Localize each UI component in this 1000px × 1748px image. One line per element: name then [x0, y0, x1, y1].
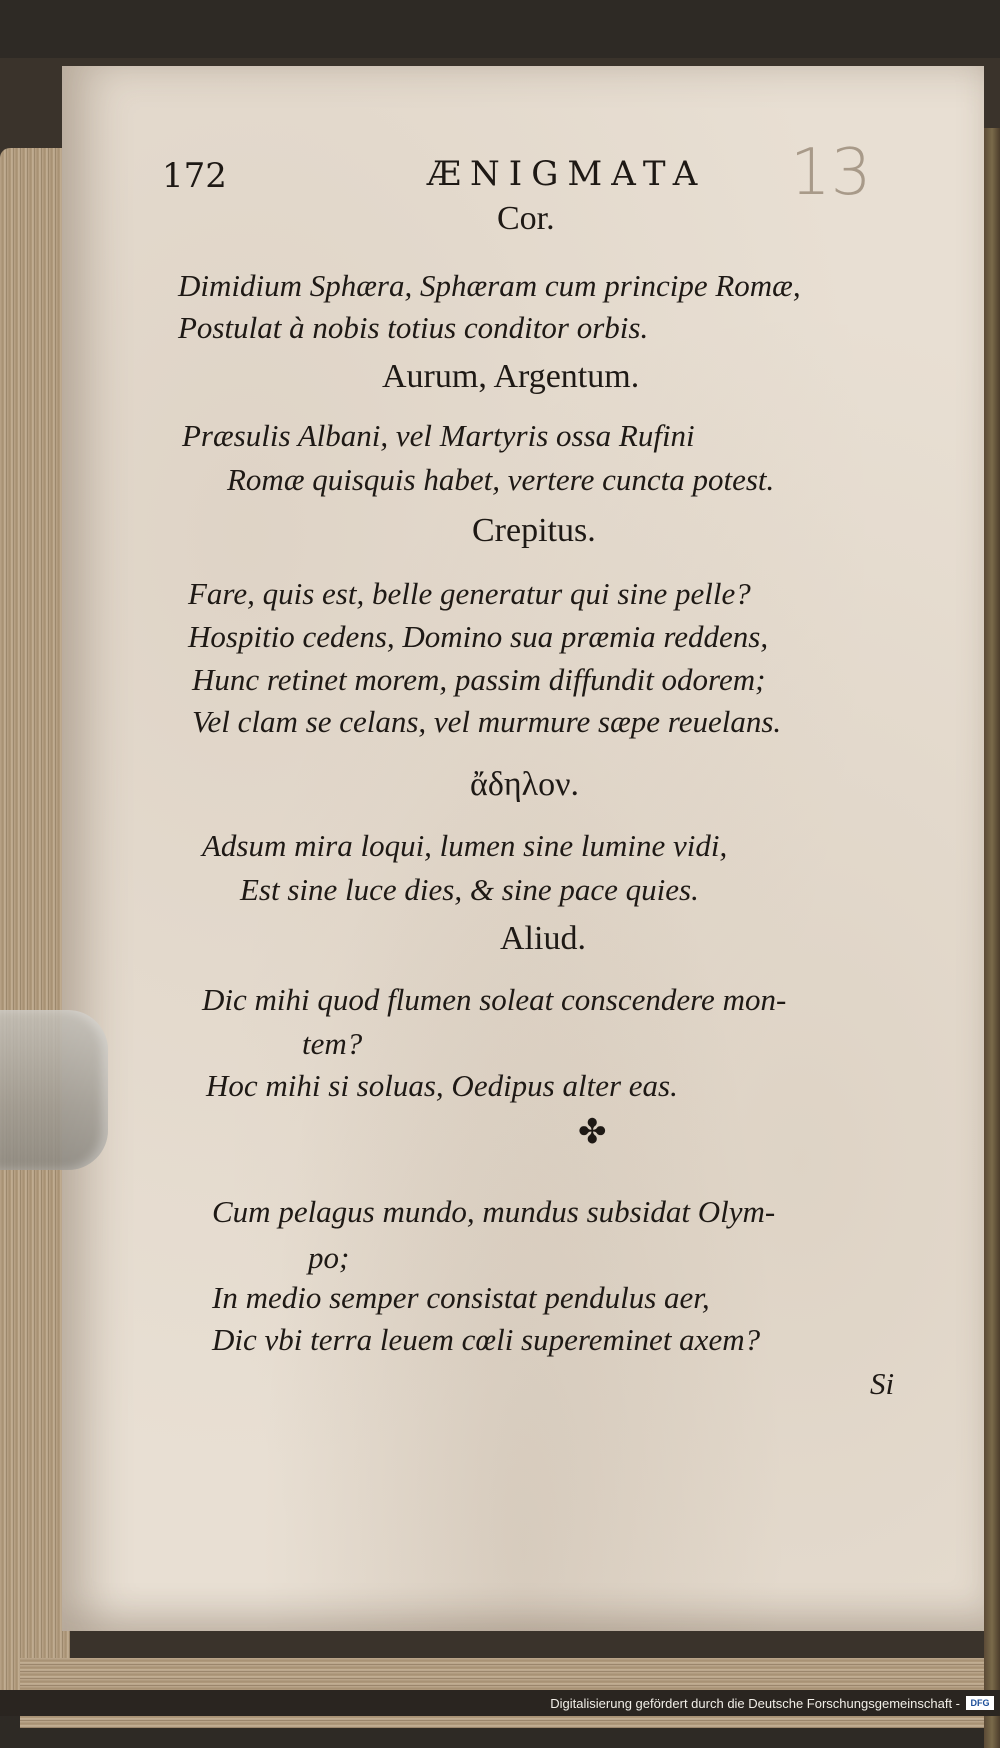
section-heading-crepitus: Crepitus. — [472, 512, 596, 549]
fleuron-ornament: ✤ — [578, 1112, 607, 1152]
dfg-logo-icon: DFG — [966, 1696, 994, 1710]
verse-line: Postulat à nobis totius conditor orbis. — [178, 310, 649, 345]
scanner-thumb-clip — [0, 1010, 108, 1170]
section-heading-aurum: Aurum, Argentum. — [382, 358, 640, 395]
verse-line: Romæ quisquis habet, vertere cuncta potest. — [227, 462, 775, 497]
page-number: 172 — [162, 156, 227, 196]
section-heading-adelon: ἄδηλον. — [470, 766, 579, 803]
running-title: ÆNIGMATA — [427, 154, 707, 194]
verse-line: Dimidium Sphæra, Sphæram cum principe Romæ, — [178, 268, 801, 303]
verse-line: Cum pelagus mundo, mundus subsidat Olym- — [212, 1194, 776, 1229]
verse-line: tem? — [302, 1026, 363, 1061]
book-cover-edge — [984, 128, 1000, 1748]
verse-line: Adsum mira loqui, lumen sine lumine vidi, — [202, 828, 728, 863]
verse-line: Vel clam se celans, vel murmure sæpe reuelans. — [192, 704, 782, 739]
funding-credit: Digitalisierung gefördert durch die Deutsche Forschungsgemeinschaft - — [550, 1696, 960, 1711]
catchword: Si — [870, 1366, 895, 1401]
section-heading-aliud: Aliud. — [500, 920, 586, 957]
verse-line: In medio semper consistat pendulus aer, — [212, 1280, 710, 1315]
verse-line: Hospitio cedens, Domino sua præmia reddens, — [188, 619, 769, 654]
manuscript-mark: 13 — [790, 136, 872, 210]
verse-line: Fare, quis est, belle generatur qui sine pelle? — [188, 576, 751, 611]
footer-bar — [0, 1690, 1000, 1716]
verse-line: Præsulis Albani, vel Martyris ossa Rufini — [182, 418, 695, 453]
verse-line: Dic vbi terra leuem cœli supereminet axem? — [212, 1322, 761, 1357]
verse-line: Hoc mihi si soluas, Oedipus alter eas. — [206, 1068, 678, 1103]
section-heading-cor: Cor. — [497, 200, 555, 237]
verse-line: Dic mihi quod flumen soleat conscendere mon- — [202, 982, 787, 1017]
page-edges-left — [0, 148, 70, 1708]
verse-line: Est sine luce dies, & sine pace quies. — [240, 872, 699, 907]
verse-line: Hunc retinet morem, passim diffundit odorem; — [192, 662, 766, 697]
verse-line: po; — [308, 1240, 350, 1275]
book-page — [62, 66, 984, 1631]
